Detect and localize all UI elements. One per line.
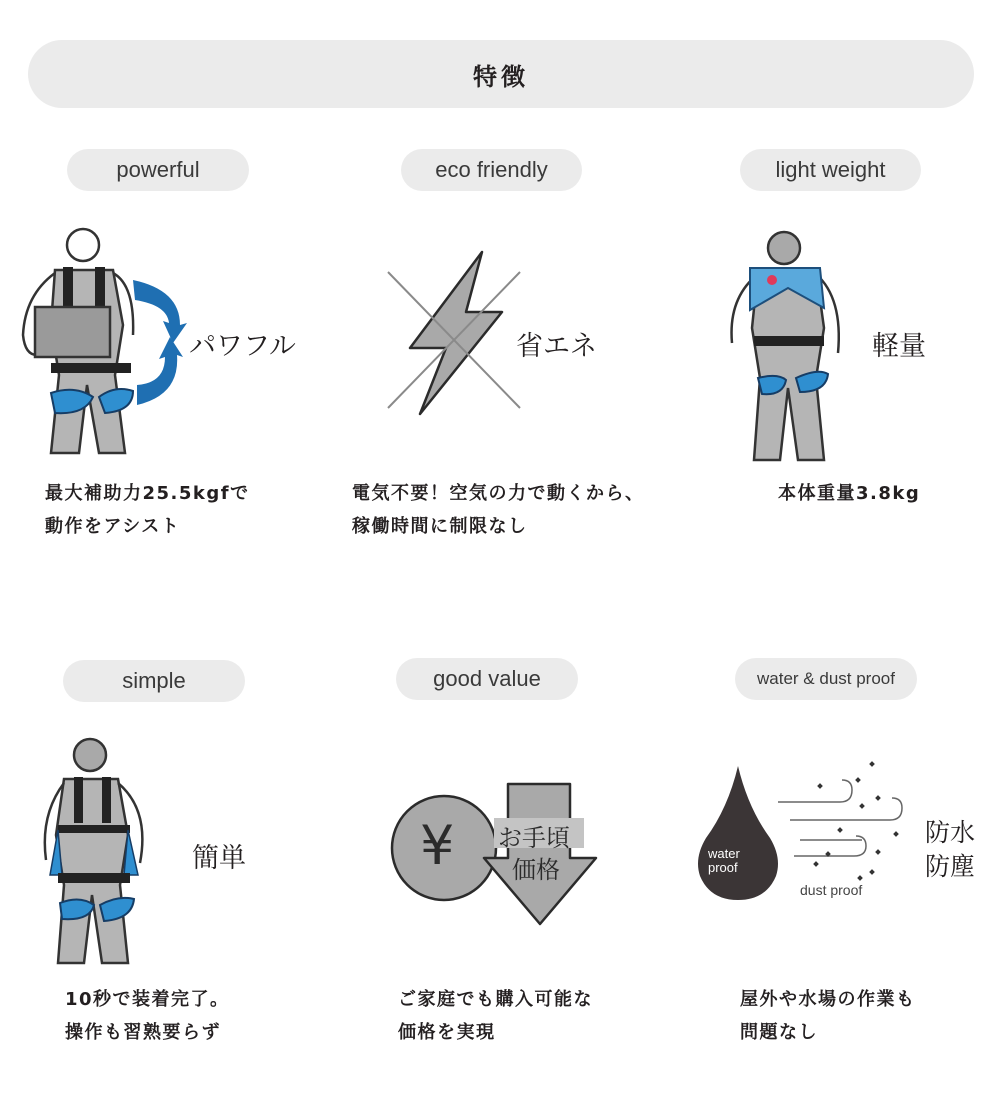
price-label-line1: お手頃 [498,824,570,852]
desc-line: 問題なし [740,1022,818,1043]
desc-line: 稼働時間に制限なし [352,516,528,537]
caption-line: 防塵 [925,852,976,881]
wearing-exoskeleton-icon [40,735,160,965]
caption-light-weight: 軽量 [872,331,926,362]
tag-label: water & dust proof [757,669,895,688]
tag-eco-friendly [401,149,582,191]
caption-simple: 簡単 [192,843,246,874]
desc-line: 価格を実現 [398,1022,496,1043]
tag-powerful [67,149,249,191]
section-title-bar [28,40,974,108]
tag-label: powerful [116,157,200,182]
tag-label: simple [122,668,186,693]
tag-simple [63,660,245,702]
yen-symbol: ¥ [420,814,455,877]
exoskeleton-lifting-box-icon [15,225,190,455]
crossed-lightning-icon [380,248,525,418]
desc-line: 動作をアシスト [45,516,181,537]
drop-label-line2: proof [708,860,738,875]
desc-eco-friendly [352,477,645,543]
desc-line: 電気不要！空気の力で動くから、 [352,483,645,504]
section-title: 特徴 [473,62,529,91]
drop-label-line1: water [708,846,740,861]
tag-label: light weight [775,157,886,182]
water-dust-proof-icon [690,758,920,908]
caption-line: 防水 [925,818,976,847]
caption-water-dust-proof [925,816,975,884]
desc-water-dust-proof [740,983,916,1049]
caption-powerful: パワフル [189,331,296,362]
desc-line: 本体重量3.8kg [778,483,921,504]
desc-line: ご家庭でも購入可能な [398,989,593,1010]
tag-good-value [396,658,578,700]
lightweight-exoskeleton-icon [728,228,848,463]
desc-simple [65,983,230,1049]
desc-good-value [398,983,593,1049]
desc-line: 10秒で装着完了。 [65,989,230,1010]
tag-label: good value [433,666,541,691]
price-label-line2: 価格 [512,856,560,884]
yen-price-down-icon [390,778,600,928]
tag-light-weight [740,149,921,191]
tag-water-dust-proof [735,658,917,700]
dust-label: dust proof [800,882,863,898]
tag-label: eco friendly [435,157,548,182]
desc-light-weight [778,477,920,510]
desc-powerful [45,477,250,543]
desc-line: 最大補助力25.5kgfで [45,483,250,504]
caption-eco-friendly: 省エネ [516,331,597,362]
desc-line: 操作も習熟要らず [65,1022,221,1043]
desc-line: 屋外や水場の作業も [740,989,916,1010]
